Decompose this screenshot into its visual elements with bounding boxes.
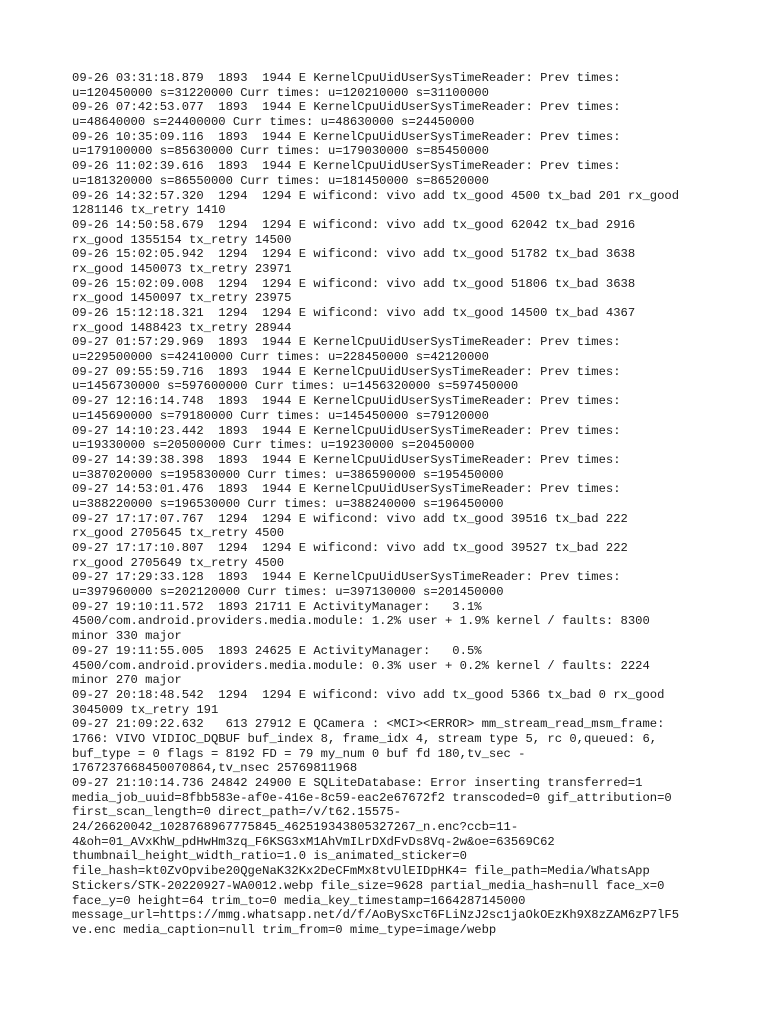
log-line: 09-27 17:17:10.807 1294 1294 E wificond: vivo add tx_good 39527 tx_bad 222 (72, 541, 628, 555)
log-line: rx_good 2705649 tx_retry 4500 (72, 555, 285, 570)
log-line: 09-26 14:50:58.679 1294 1294 E wificond: vivo add tx_good 62042 tx_bad 2916 (72, 217, 636, 232)
log-line: u=387020000 s=195830000 Curr times: u=386590000 s=195450000 (72, 467, 504, 482)
log-line: u=48640000 s=24400000 Curr times: u=48630000 s=24450000 (72, 115, 475, 130)
log-line: Stickers/STK-20220927-WA0012.webp file_size=9628 partial_media_hash=null face_x=0 (72, 878, 665, 893)
log-line: 09-27 17:17:07.767 1294 1294 E wificond: vivo add tx_good 39516 tx_bad 222 (72, 511, 628, 526)
log-line: 24/26620042_1028768967775845_462519343805327267_n.enc?ccb=11- (72, 820, 519, 835)
log-document (72, 71, 712, 938)
log-line: u=397960000 s=202120000 Curr times: u=397130000 s=201450000 (72, 585, 504, 600)
log-line: 09-26 15:02:05.942 1294 1294 E wificond: vivo add tx_good 51782 tx_bad 3638 (72, 247, 636, 262)
log-line: face_y=0 height=64 trim_to=0 media_key_timestamp=1664287145000 (72, 893, 526, 908)
log-line: 09-26 10:35:09.116 1893 1944 E KernelCpuUidUserSysTimeReader: Prev times: (72, 129, 621, 144)
log-line: u=120450000 s=31220000 Curr times: u=120210000 s=31100000 (72, 85, 489, 100)
log-line: minor 270 major (72, 673, 182, 688)
log-line: 09-26 03:31:18.879 1893 1944 E KernelCpuUidUserSysTimeReader: Prev times: (72, 71, 621, 85)
log-line: 09-27 21:10:14.736 24842 24900 E SQLiteDatabase: Error inserting transferred=1 (72, 776, 643, 790)
log-line: 09-27 01:57:29.969 1893 1944 E KernelCpuUidUserSysTimeReader: Prev times: (72, 335, 621, 350)
log-line: 09-27 20:18:48.542 1294 1294 E wificond: vivo add tx_good 5366 tx_bad 0 rx_good (72, 687, 665, 702)
log-line: ve.enc media_caption=null trim_from=0 mime_type=image/webp (72, 922, 497, 937)
log-line: 4&oh=01_AVxKhW_pdHwHm3zq_F6KSG3xM1AhVmILrDXdFvDs8Vq-2w&oe=63569C62 (72, 834, 555, 849)
log-line: u=19330000 s=20500000 Curr times: u=19230000 s=20450000 (72, 438, 475, 453)
log-line: 1766: VIVO VIDIOC_DQBUF buf_index 8, frame_idx 4, stream type 5, rc 0,queued: 6, (72, 731, 658, 746)
log-line: 1767237668450070864,tv_nsec 25769811968 (72, 761, 358, 776)
log-line: 09-27 09:55:59.716 1893 1944 E KernelCpuUidUserSysTimeReader: Prev times: (72, 364, 621, 379)
log-line: buf_type = 0 flags = 8192 FD = 79 my_num 0 buf fd 180,tv_sec - (72, 746, 526, 761)
log-line: rx_good 1450097 tx_retry 23975 (72, 291, 292, 306)
log-line: u=181320000 s=86550000 Curr times: u=181450000 s=86520000 (72, 173, 489, 188)
log-line: 09-26 07:42:53.077 1893 1944 E KernelCpuUidUserSysTimeReader: Prev times: (72, 100, 621, 115)
log-line: thumbnail_height_width_ratio=1.0 is_animated_sticker=0 (72, 849, 467, 864)
log-line: 4500/com.android.providers.media.module: 1.2% user + 1.9% kernel / faults: 8300 (72, 614, 650, 629)
log-line: rx_good 2705645 tx_retry 4500 (72, 526, 285, 541)
log-line: u=145690000 s=79180000 Curr times: u=145450000 s=79120000 (72, 408, 489, 423)
log-line: 09-26 15:12:18.321 1294 1294 E wificond: vivo add tx_good 14500 tx_bad 4367 (72, 306, 636, 320)
log-line: u=388220000 s=196530000 Curr times: u=388240000 s=196450000 (72, 496, 504, 511)
log-line: rx_good 1450073 tx_retry 23971 (72, 261, 292, 276)
log-line: 09-26 15:02:09.008 1294 1294 E wificond: vivo add tx_good 51806 tx_bad 3638 (72, 276, 636, 291)
log-line: u=229500000 s=42410000 Curr times: u=228450000 s=42120000 (72, 350, 489, 365)
log-line: minor 330 major (72, 629, 182, 644)
log-line: file_hash=kt0ZvOpvibe20QgeNaK32Kx2DeCFmMx8tvUlEIDpHK4= file_path=Media/WhatsApp (72, 864, 650, 879)
log-line: rx_good 1355154 tx_retry 14500 (72, 232, 292, 247)
log-line: 4500/com.android.providers.media.module: 0.3% user + 0.2% kernel / faults: 2224 (72, 658, 650, 673)
log-line: 09-27 14:10:23.442 1893 1944 E KernelCpuUidUserSysTimeReader: Prev times: (72, 423, 621, 438)
log-line: 09-27 17:29:33.128 1893 1944 E KernelCpuUidUserSysTimeReader: Prev times: (72, 570, 621, 585)
log-line: media_job_uuid=8fbb583e-af0e-416e-8c59-eac2e67672f2 transcoded=0 gif_attribution=0 (72, 790, 672, 805)
log-line: 09-27 19:11:55.005 1893 24625 E ActivityManager: 0.5% (72, 643, 482, 658)
log-line: u=1456730000 s=597600000 Curr times: u=1456320000 s=597450000 (72, 379, 519, 394)
log-line: 09-27 19:10:11.572 1893 21711 E ActivityManager: 3.1% (72, 599, 482, 614)
log-line: 1281146 tx_retry 1410 (72, 203, 226, 218)
log-line: u=179100000 s=85630000 Curr times: u=179030000 s=85450000 (72, 144, 489, 159)
log-line: 09-27 14:39:38.398 1893 1944 E KernelCpuUidUserSysTimeReader: Prev times: (72, 452, 621, 467)
log-line: 09-27 12:16:14.748 1893 1944 E KernelCpuUidUserSysTimeReader: Prev times: (72, 394, 621, 409)
log-line: message_url=https://mmg.whatsapp.net/d/f/AoBySxcT6FLiNzJ2sc1jaOkOEzKh9X8zZAM6zP7lF5 (72, 908, 680, 923)
log-line: 09-26 11:02:39.616 1893 1944 E KernelCpuUidUserSysTimeReader: Prev times: (72, 159, 621, 174)
log-line: 3045009 tx_retry 191 (72, 702, 219, 717)
log-line: first_scan_length=0 direct_path=/v/t62.15575- (72, 805, 402, 820)
log-line: 09-27 21:09:22.632 613 27912 E QCamera : <MCI><ERROR> mm_stream_read_msm_frame: (72, 717, 665, 732)
log-line: rx_good 1488423 tx_retry 28944 (72, 320, 292, 335)
log-line: 09-27 14:53:01.476 1893 1944 E KernelCpuUidUserSysTimeReader: Prev times: (72, 482, 621, 497)
log-line: 09-26 14:32:57.320 1294 1294 E wificond: vivo add tx_good 4500 tx_bad 201 rx_good (72, 188, 680, 203)
